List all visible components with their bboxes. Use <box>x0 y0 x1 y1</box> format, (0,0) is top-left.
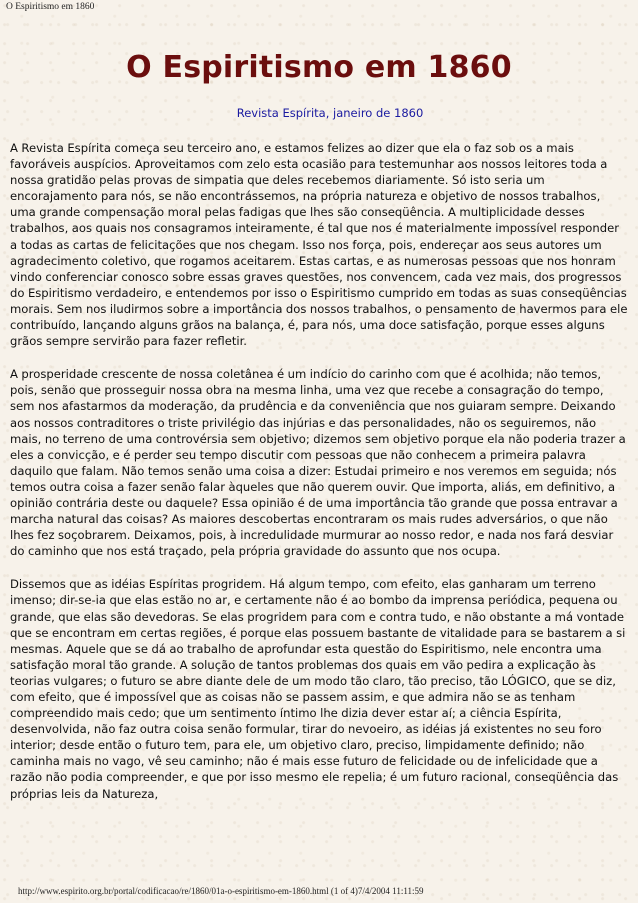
article-body <box>10 140 628 819</box>
paragraph: Dissemos que as idéias Espíritas progridem. Há algum tempo, com efeito, elas ganharam um terreno imenso; dir-se-ia que elas estão no ar, e certamente não é ao bombo da imprensa periódica, pequena ou grande, que elas são devedoras. Se elas progridem para com e contra tudo, e não obstante a má vontade que se encontram em certas regiões, é porque elas possuem bastante de vitalidade para se bastarem a si mesmas. Aquele que se dá ao trabalho de aprofundar esta questão do Espiritismo, nele encontra uma satisfação moral tão grande. A solução de tantos problemas dos quais em vão pedira a explicação às teorias vulgares; o futuro se abre diante dele de um modo tão claro, tão preciso, tão LÓGICO, que se diz, com efeito, que é impossível que as coisas não se passem assim, e que admira não se as tenham compreendido mais cedo; que um sentimento íntimo lhe dizia dever estar aí; a ciência Espírita, desenvolvida, não faz outra coisa senão formular, tirar do nevoeiro, as idéias já existentes no seu foro interior; desde então o futuro tem, para ele, um objetivo claro, preciso, limpidamente definido; não caminha mais no vago, vê seu caminho; não é mais esse futuro de felicidade ou de infelicidade que a razão não podia compreender, e que por isso mesmo ele repelia; é um futuro racional, conseqüência das próprias leis da Natureza, <box>10 577 626 801</box>
page-subtitle: Revista Espírita, janeiro de 1860 <box>236 106 424 120</box>
page-title: O Espiritismo em 1860 <box>126 50 512 85</box>
paragraph: A Revista Espírita começa seu terceiro ano, e estamos felizes ao dizer que ela o faz sob os a mais favoráveis auspícios. Aproveitamos com zelo esta ocasião para testemunhar aos nossos leitores toda a nossa gratidão pelas provas de simpatia que deles recebemos diariamente. Só isto seria um encorajamento para nós, se não encontrássemos, na própria natureza e objetivo de nossos trabalhos, uma grande compensação moral pelas fadigas que lhes são conseqüência. A multiplicidade desses trabalhos, aos quais nos consagramos inteiramente, é tal que nos é materialmente impossível responder a todas as cartas de felicitações que nos chegam. Isso nos força, pois, endereçar aos seus autores um agradecimento coletivo, que rogamos aceitarem. Estas cartas, e as numerosas pessoas que nos honram vindo conferenciar conosco sobre essas graves questões, nos convencem, cada vez mais, dos progressos do Espiritismo verdadeiro, e entendemos por isso o Espiritismo cumprido em todas as suas conseqüências morais. Sem nos iludirmos sobre a importância dos nossos trabalhos, o pensamento de havermos para ele contribuído, lançando alguns grãos na balança, é, para nós, uma doce satisfação, porque esses alguns grãos sempre servirão para fazer refletir. <box>10 141 628 349</box>
page-footer-url: http://www.espirito.org.br/portal/codificacao/re/1860/01a-o-espiritismo-em-1860.html (1 of 4)7/4/2004 11:11:59 <box>18 886 424 896</box>
running-header: O Espiritismo em 1860 <box>6 2 95 12</box>
paragraph: A prosperidade crescente de nossa coletânea é um indício do carinho com que é acolhida; não temos, pois, senão que prosseguir nossa obra na mesma linha, uma vez que recebe a consagração do tempo, sem nos afastarmos da moderação, da prudência e da conveniência que nos guiaram sempre. Deixando aos nossos contraditores o triste privilégio das injúrias e das personalidades, não os seguiremos, não mais, no terreno de uma controvérsia sem objetivo; dizemos sem objetivo porque ela não poderia trazer a eles a convicção, e é perder seu tempo discutir com pessoas que não conhecem a primeira palavra daquilo que falam. Não temos senão uma coisa a dizer: Estudai primeiro e nos veremos em seguida; nós temos outra coisa a fazer senão falar àqueles que não querem ouvir. Que importa, aliás, em definitivo, a opinião contrária deste ou daquele? Essa opinião é de uma importância tão grande que possa entravar a marcha natural das coisas? As maiores descobertas encontraram os mais rudes adversários, o que não lhes fez soçobrarem. Deixamos, pois, à incredulidade murmurar ao nosso redor, e nada nos fará desviar do caminho que nos está traçado, pela própria gravidade do assunto que nos ocupa. <box>10 367 626 559</box>
